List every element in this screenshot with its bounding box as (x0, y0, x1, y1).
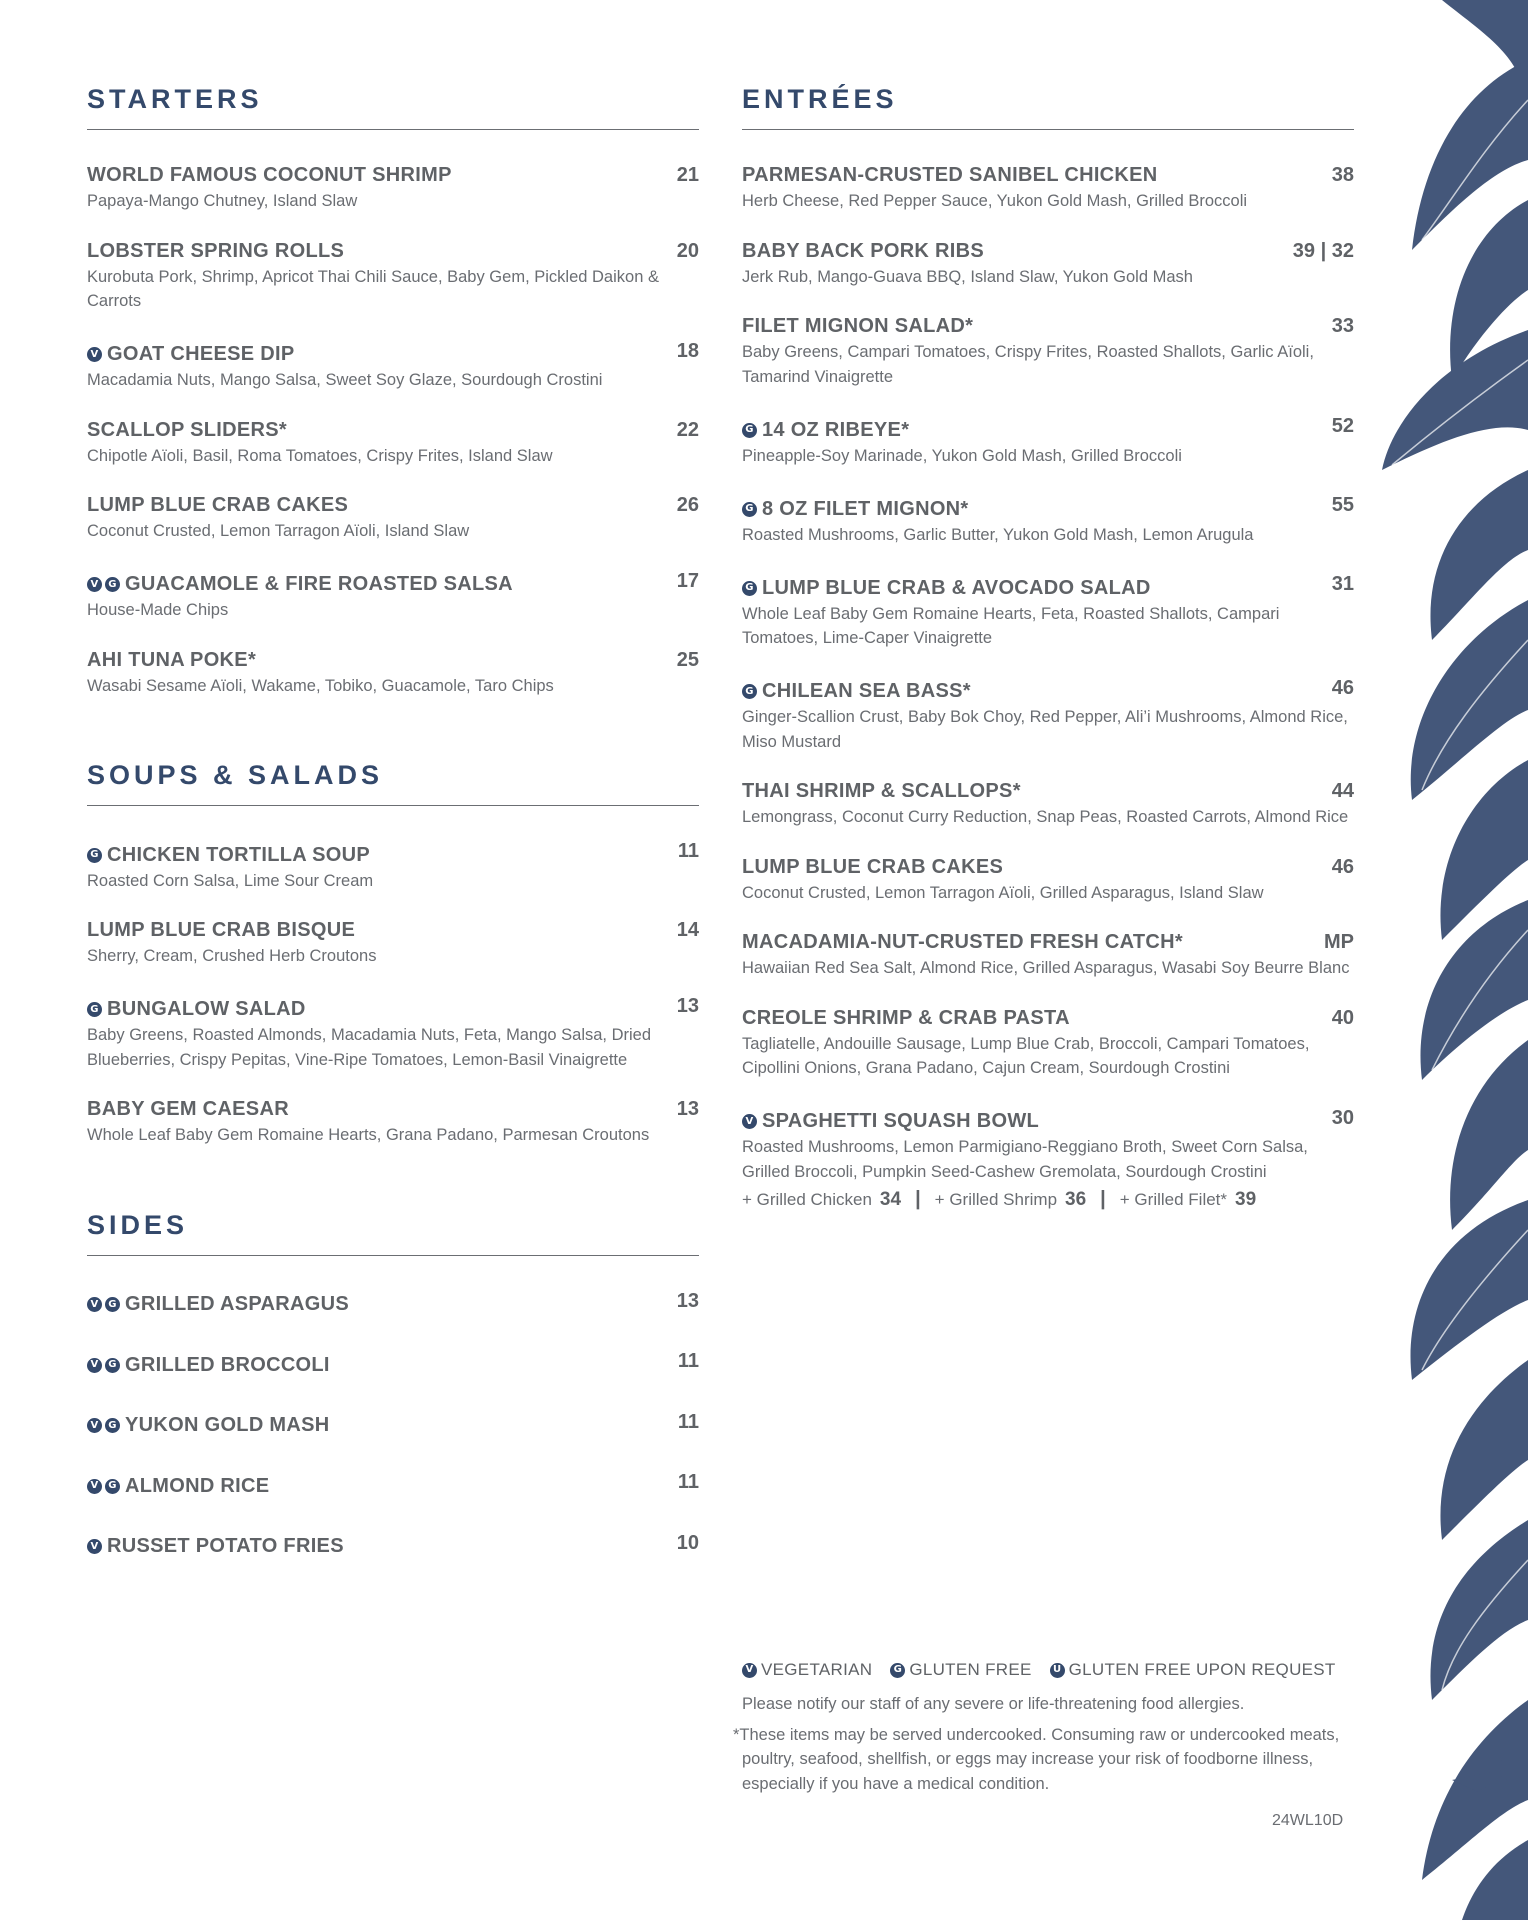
menu-item-name (87, 1475, 269, 1498)
vegetarian-icon: V (742, 1114, 757, 1129)
menu-item-name (87, 919, 355, 942)
menu-item-price: 13 (676, 994, 699, 1017)
menu-item-header (742, 1107, 1354, 1134)
menu-item-name (87, 494, 348, 517)
menu-item-price: 13 (676, 1098, 699, 1120)
menu-item-name (87, 164, 452, 187)
menu-item (87, 419, 699, 469)
menu-code: 24WL10D (1272, 1812, 1344, 1829)
addon-label: + Grilled Shrimp (934, 1190, 1058, 1209)
menu-item-price: 33 (1331, 315, 1354, 337)
menu-item-price: 11 (677, 1410, 699, 1433)
addon-price: 34 (879, 1189, 902, 1210)
dietary-badges (742, 502, 757, 517)
menu-item-header (87, 419, 699, 442)
menu-item-header (87, 1411, 699, 1438)
menu-item-title: GUACAMOLE & FIRE ROASTED SALSA (125, 573, 513, 595)
menu-item (87, 340, 699, 393)
menu-item-price: 39 | 32 (1292, 239, 1354, 262)
gluten-free-request-icon: U (1050, 1663, 1065, 1678)
menu-item-title: GRILLED BROCCOLI (125, 1353, 330, 1376)
menu-item-title: LOBSTER SPRING ROLLS (87, 239, 345, 262)
menu-item-price: 10 (676, 1531, 699, 1554)
menu-item-header (742, 931, 1354, 954)
menu-item-price: 13 (676, 1289, 699, 1312)
menu-item-description: Whole Leaf Baby Gem Romaine Hearts, Grana Padano, Parmesan Croutons (87, 1126, 650, 1144)
menu-item-name (742, 419, 909, 442)
menu-item-title: SCALLOP SLIDERS* (87, 418, 288, 441)
menu-item-header (87, 1471, 699, 1498)
addon-label: + Grilled Chicken (742, 1190, 872, 1209)
menu-item-price: 21 (676, 164, 699, 186)
menu-item-header (742, 780, 1354, 803)
menu-item-price: 11 (677, 840, 699, 862)
menu-item-header (742, 494, 1354, 521)
menu-item (742, 415, 1354, 468)
menu-item-description: Whole Leaf Baby Gem Romaine Hearts, Feta, Roasted Shallots, Campari Tomatoes, Lime-Caper Vinaigrette (742, 604, 1280, 647)
menu-item-header (87, 340, 699, 367)
menu-item-description: Coconut Crusted, Lemon Tarragon Aïoli, Grilled Asparagus, Island Slaw (742, 883, 1264, 902)
menu-item (87, 1471, 699, 1498)
menu-item-description: Tagliatelle, Andouille Sausage, Lump Blue Crab, Broccoli, Campari Tomatoes, Cipollini Onions, Grana Padano, Cajun Cream, Sourdough Crostini (742, 1034, 1310, 1077)
soups-salads-list (87, 806, 699, 1148)
menu-item-title: LUMP BLUE CRAB CAKES (87, 494, 349, 516)
legend-vegetarian-label: VEGETARIAN (761, 1660, 873, 1679)
gluten-free-icon: G (890, 1663, 905, 1678)
gluten-free-icon: G (742, 423, 757, 438)
menu-item-header (87, 1290, 699, 1317)
menu-item-description: Papaya-Mango Chutney, Island Slaw (87, 192, 358, 210)
menu-item-title: LUMP BLUE CRAB & AVOCADO SALAD (762, 576, 1151, 599)
menu-item-price: 11 (677, 1350, 699, 1372)
entrees-title: ENTRÉES (742, 78, 1354, 130)
menu-item-price: 18 (676, 339, 699, 362)
dietary-badges (87, 1479, 120, 1494)
gluten-free-icon: G (742, 502, 757, 517)
menu-item-addons (742, 1188, 1354, 1211)
menu-item-name (87, 844, 370, 867)
menu-item-name (87, 573, 513, 596)
dietary-badges (742, 581, 757, 596)
menu-item-title: YUKON GOLD MASH (125, 1414, 330, 1436)
menu-item (742, 677, 1354, 755)
menu-item-title: SPAGHETTI SQUASH BOWL (762, 1110, 1040, 1132)
menu-item-name (742, 680, 971, 703)
menu-item-title: LUMP BLUE CRAB CAKES (742, 855, 1004, 878)
menu-item-price: 52 (1331, 415, 1354, 437)
menu-item-title: CHILEAN SEA BASS* (762, 680, 971, 702)
menu-item-title: BABY GEM CAESAR (87, 1098, 289, 1120)
menu-item (742, 1107, 1354, 1212)
menu-item (87, 1411, 699, 1438)
menu-item-name (742, 780, 1021, 803)
menu-item (742, 780, 1354, 830)
menu-item-price: 44 (1331, 780, 1354, 802)
menu-item-price: 40 (1331, 1006, 1354, 1029)
menu-item-name (87, 649, 256, 672)
gluten-free-icon: G (742, 684, 757, 699)
legend-gluten-free-request-label: GLUTEN FREE UPON REQUEST (1068, 1660, 1336, 1679)
menu-item-price: 14 (676, 919, 699, 941)
dietary-badges (87, 347, 102, 362)
menu-item-name (742, 164, 1158, 187)
menu-item-title: GOAT CHEESE DIP (107, 343, 295, 365)
menu-item-description: Jerk Rub, Mango-Guava BBQ, Island Slaw, Yukon Gold Mash (742, 267, 1193, 286)
gluten-free-icon: G (87, 848, 102, 863)
vegetarian-icon: V (87, 347, 102, 362)
menu-item-name (87, 1098, 289, 1121)
addon-price: 36 (1065, 1189, 1087, 1210)
menu-item-price: MP (1324, 931, 1354, 953)
menu-item-description: Roasted Mushrooms, Garlic Butter, Yukon Gold Mash, Lemon Arugula (742, 525, 1254, 544)
entrees-list (742, 130, 1354, 1211)
menu-item-name (742, 315, 973, 338)
menu-item-description: Roasted Corn Salsa, Lime Sour Cream (87, 871, 374, 890)
menu-item-title: PARMESAN-CRUSTED SANIBEL CHICKEN (742, 164, 1158, 186)
menu-item (742, 856, 1354, 906)
right-column (742, 78, 1354, 1267)
menu-item-title: RUSSET POTATO FRIES (107, 1535, 344, 1557)
dietary-badges (742, 684, 757, 699)
menu-item-description: Roasted Mushrooms, Lemon Parmigiano-Reggiano Broth, Sweet Corn Salsa, Grilled Broccoli, Pumpkin Seed-Cashew Gremolata, Sourdough Crostini (742, 1138, 1308, 1181)
menu-item-header (87, 1098, 699, 1121)
menu-item (87, 995, 699, 1073)
vegetarian-icon: V (87, 577, 102, 592)
menu-item (87, 570, 699, 623)
menu-item-price: 46 (1331, 855, 1354, 878)
menu-item-price: 30 (1331, 1106, 1354, 1129)
menu-item-title: 8 OZ FILET MIGNON* (762, 497, 969, 520)
menu-item (742, 573, 1354, 651)
vegetarian-icon: V (87, 1358, 102, 1373)
legend-row (742, 1660, 1362, 1680)
menu-item-header (742, 240, 1354, 263)
menu-item-header (87, 1350, 699, 1377)
menu-item (87, 1350, 699, 1377)
menu-item (742, 494, 1354, 547)
allergy-note: Please notify our staff of any severe or life-threatening food allergies. (742, 1695, 1245, 1713)
addon-label: + Grilled Filet* (1119, 1190, 1228, 1209)
menu-item-description: Lemongrass, Coconut Curry Reduction, Snap Peas, Roasted Carrots, Almond Rice (742, 808, 1349, 826)
menu-item-header (742, 315, 1354, 338)
menu-item-name (87, 998, 306, 1021)
menu-item-title: MACADAMIA-NUT-CRUSTED FRESH CATCH* (742, 931, 1183, 953)
menu-item-name (742, 1007, 1070, 1030)
gluten-free-icon: G (105, 1479, 120, 1494)
menu-item (742, 240, 1354, 290)
dietary-badges (87, 1358, 120, 1373)
menu-item (87, 1290, 699, 1317)
menu-item-name (87, 1354, 330, 1377)
menu-item-name (742, 240, 984, 263)
menu-item-header (742, 677, 1354, 704)
dietary-badges (87, 1539, 102, 1554)
dietary-badges (87, 1297, 120, 1312)
menu-item-name (87, 419, 287, 442)
menu-item-title: FILET MIGNON SALAD* (742, 315, 974, 337)
vegetarian-icon: V (87, 1539, 102, 1554)
menu-item-title: WORLD FAMOUS COCONUT SHRIMP (87, 164, 452, 186)
starters-list (87, 130, 699, 698)
sides-title: SIDES (87, 1204, 699, 1256)
menu-item-description: Sherry, Cream, Crushed Herb Croutons (87, 947, 377, 965)
menu-item (87, 1098, 699, 1148)
starters-title: STARTERS (87, 78, 699, 130)
menu-item-header (87, 919, 699, 942)
left-column (87, 78, 699, 1614)
menu-item-name (742, 856, 1003, 879)
gluten-free-icon: G (105, 1418, 120, 1433)
menu-item-title: BUNGALOW SALAD (107, 998, 306, 1020)
menu-item-description: Pineapple-Soy Marinade, Yukon Gold Mash, Grilled Broccoli (742, 446, 1182, 465)
menu-item (87, 840, 699, 893)
menu-item-name (87, 240, 344, 263)
menu-item-header (87, 649, 699, 672)
menu-item (742, 1007, 1354, 1081)
addon-separator: | (915, 1188, 921, 1210)
menu-item-name (87, 1414, 330, 1437)
menu-item-title: AHI TUNA POKE* (87, 648, 257, 671)
soups-salads-section (87, 754, 699, 1148)
menu-item-description: Chipotle Aïoli, Basil, Roma Tomatoes, Crispy Frites, Island Slaw (87, 446, 553, 465)
menu-item-title: LUMP BLUE CRAB BISQUE (87, 919, 356, 941)
menu-item-description: Ginger-Scallion Crust, Baby Bok Choy, Red Pepper, Ali’i Mushrooms, Almond Rice, Miso Mustard (742, 708, 1348, 751)
legend-gluten-free (890, 1660, 1031, 1680)
menu-item-title: CREOLE SHRIMP & CRAB PASTA (742, 1006, 1070, 1029)
legend-vegetarian (742, 1660, 872, 1680)
menu-item-price: 22 (676, 418, 699, 441)
menu-item-header (742, 573, 1354, 600)
menu-item-description: Baby Greens, Campari Tomatoes, Crispy Frites, Roasted Shallots, Garlic Aïoli, Tamarind Vinaigrette (742, 343, 1314, 386)
menu-item-header (742, 856, 1354, 879)
sides-section (87, 1204, 699, 1559)
menu-item-description: Hawaiian Red Sea Salt, Almond Rice, Grilled Asparagus, Wasabi Soy Beurre Blanc (742, 959, 1350, 977)
menu-item-price: 25 (676, 648, 699, 671)
entrees-section (742, 78, 1354, 1211)
menu-item-price: 20 (676, 239, 699, 262)
menu-item (87, 649, 699, 699)
dietary-badges (742, 423, 757, 438)
menu-item-description: Baby Greens, Roasted Almonds, Macadamia Nuts, Feta, Mango Salsa, Dried Blueberries, Crispy Pepitas, Vine-Ripe Tomatoes, Lemon-Basil Vinaigrette (87, 1026, 652, 1069)
menu-item (87, 494, 699, 544)
gluten-free-icon: G (105, 577, 120, 592)
legend-gluten-free-label: GLUTEN FREE (909, 1660, 1032, 1679)
dietary-badges (87, 848, 102, 863)
tropical-leaf-decoration (1382, 0, 1528, 1920)
undercooked-warning: *These items may be served undercooked. Consuming raw or undercooked meats, poultry, seafood, shellfish, or eggs may increase your risk of foodborne illness, especially if you have a medical condition. (733, 1725, 1340, 1793)
menu-item (742, 315, 1354, 389)
gluten-free-icon: G (742, 581, 757, 596)
dietary-badges (742, 1114, 757, 1129)
dietary-badges (87, 577, 120, 592)
menu-item-price: 17 (676, 569, 699, 592)
menu-item-name (87, 343, 295, 366)
menu-item (87, 1532, 699, 1559)
vegetarian-icon: V (87, 1479, 102, 1494)
menu-item-header (742, 1007, 1354, 1030)
menu-item-header (87, 570, 699, 597)
menu-item (87, 164, 699, 214)
dietary-badges (87, 1002, 102, 1017)
menu-item (87, 919, 699, 969)
menu-item-title: 14 OZ RIBEYE* (762, 418, 910, 441)
menu-item-header (742, 415, 1354, 442)
menu-item-title: BABY BACK PORK RIBS (742, 239, 985, 262)
menu-item-title: GRILLED ASPARAGUS (125, 1293, 349, 1315)
legend-gluten-free-request (1050, 1660, 1336, 1680)
menu-item-price: 38 (1331, 164, 1354, 186)
sides-list (87, 1256, 699, 1559)
menu-item-price: 55 (1331, 494, 1354, 516)
menu-item-description: Wasabi Sesame Aïoli, Wakame, Tobiko, Guacamole, Taro Chips (87, 676, 554, 695)
menu-item-description: Coconut Crusted, Lemon Tarragon Aïoli, Island Slaw (87, 522, 470, 540)
menu-item-price: 26 (676, 494, 699, 516)
soups-salads-title: SOUPS & SALADS (87, 754, 699, 806)
menu-item-header (87, 840, 699, 867)
addon-price: 39 (1235, 1189, 1257, 1210)
menu-item-name (742, 1110, 1039, 1133)
menu-item-title: ALMOND RICE (125, 1474, 270, 1497)
menu-item-header (87, 1532, 699, 1559)
menu-item (742, 164, 1354, 214)
menu-item-header (87, 164, 699, 187)
menu-item-price: 11 (677, 1471, 699, 1493)
menu-item-name (87, 1293, 349, 1316)
gluten-free-icon: G (87, 1002, 102, 1017)
menu-item-description: Kurobuta Pork, Shrimp, Apricot Thai Chili Sauce, Baby Gem, Pickled Daikon & Carrots (87, 267, 659, 310)
menu-item-price: 46 (1331, 676, 1354, 699)
menu-item-header (742, 164, 1354, 187)
vegetarian-icon: V (87, 1418, 102, 1433)
vegetarian-icon: V (87, 1297, 102, 1312)
menu-item (742, 931, 1354, 981)
menu-item-name (742, 931, 1183, 954)
addon-separator: | (1100, 1188, 1106, 1210)
dietary-legend (733, 1660, 1362, 1796)
menu-item-description: House-Made Chips (87, 601, 229, 619)
gluten-free-icon: G (105, 1358, 120, 1373)
menu-item-title: THAI SHRIMP & SCALLOPS* (742, 780, 1021, 802)
menu-item-name (742, 577, 1151, 600)
menu-item-description: Herb Cheese, Red Pepper Sauce, Yukon Gold Mash, Grilled Broccoli (742, 192, 1248, 210)
menu-item-title: CHICKEN TORTILLA SOUP (107, 843, 370, 866)
menu-item-header (87, 494, 699, 517)
dietary-badges (87, 1418, 120, 1433)
starters-section (87, 78, 699, 698)
menu-item-header (87, 240, 699, 263)
menu-item-name (742, 498, 969, 521)
menu-item (87, 240, 699, 314)
menu-item-price: 31 (1331, 573, 1354, 595)
menu-item-name (87, 1535, 344, 1558)
menu-item-header (87, 995, 699, 1022)
menu-item-description: Macadamia Nuts, Mango Salsa, Sweet Soy Glaze, Sourdough Crostini (87, 371, 603, 389)
gluten-free-icon: G (105, 1297, 120, 1312)
vegetarian-icon: V (742, 1663, 757, 1678)
